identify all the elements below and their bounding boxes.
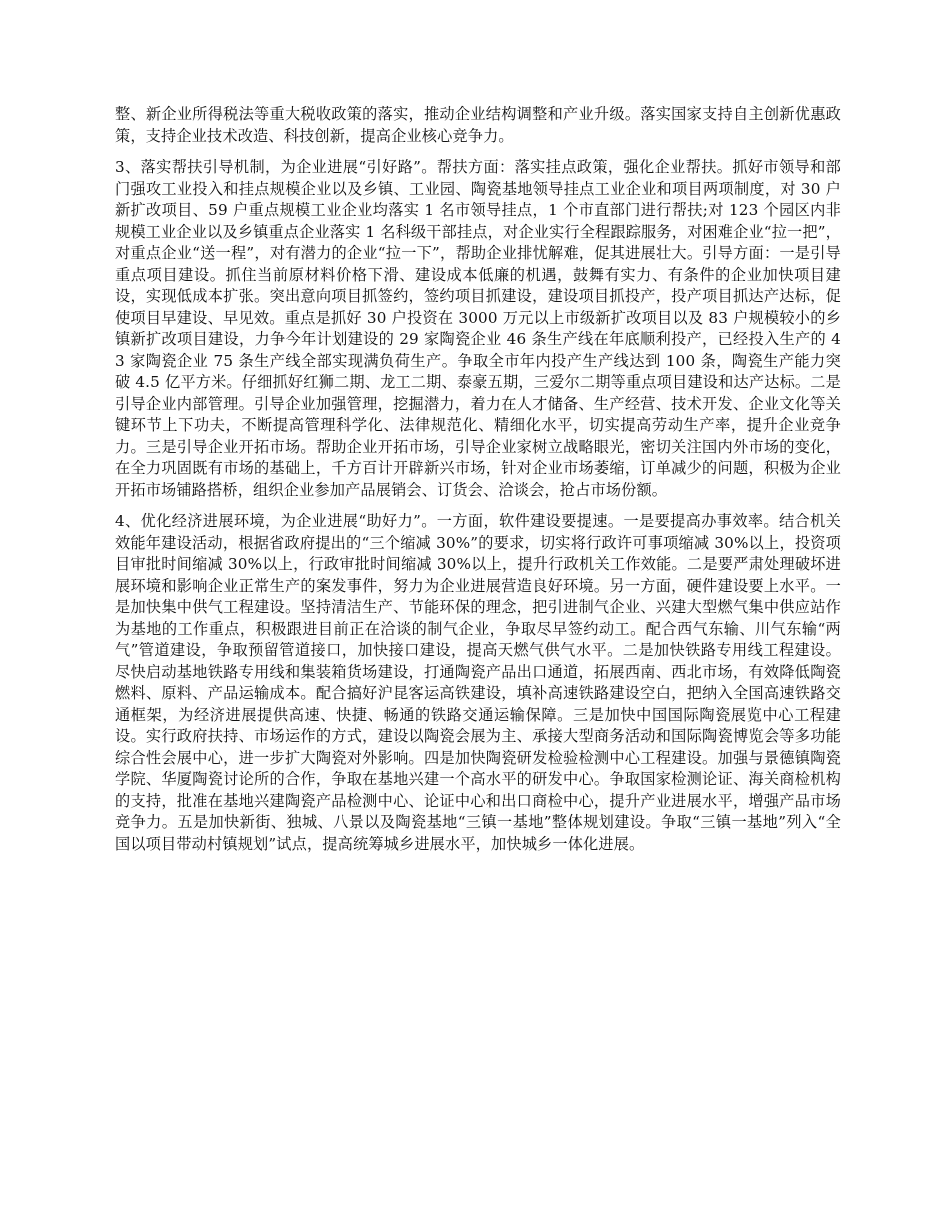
paragraph-environment-optimization: 4、优化经济进展环境，为企业进展“助好力”。一方面，软件建设要提速。一是要提高办事效率。结合机关效能年建设活动，根据省政府提出的“三个缩减 30%”的要求，切实将行政许可事项缩减 30%以上，投资项目审批时间缩减 30%以上，行政审批时间缩减 30%以上，提升行政机关工作效能。二是要严肃处理破坏进展环境和影响企业正常生产的案发事件，努力为企业进展营造良好环境。另一方面，硬件建设要上水平。一是加快集中供气工程建设。坚持清洁生产、节能环保的理念，把引进制气企业、兴建大型燃气集中供应站作为基地的工作重点，积极跟进目前正在洽谈的制气企业，争取尽早签约动工。配合西气东输、川气东输“两气”管道建设，争取预留管道接口，加快接口建设，提高天燃气供气水平。二是加快铁路专用线工程建设。尽快启动基地铁路专用线和集装箱货场建设，打通陶瓷产品出口通道，拓展西南、西北市场，有效降低陶瓷燃料、原料、产品运输成本。配合搞好沪昆客运高铁建设，填补高速铁路建设空白，把纳入全国高速铁路交通框架，为经济进展提供高速、快捷、畅通的铁路交通运输保障。三是加快中国国际陶瓷展览中心工程建设。实行政府扶持、市场运作的方式，建设以陶瓷会展为主、承接大型商务活动和国际陶瓷博览会等多功能综合性会展中心，进一步扩大陶瓷对外影响。四是加快陶瓷研发检验检测中心工程建设。加强与景德镇陶瓷学院、华厦陶瓷讨论所的合作，争取在基地兴建一个高水平的研发中心。争取国家检测论证、海关商检机构的支持，批准在基地兴建陶瓷产品检测中心、论证中心和出口商检中心，提升产业进展水平，增强产品市场竞争力。五是加快新街、独城、八景以及陶瓷基地“三镇一基地”整体规划建设。争取“三镇一基地”列入“全国以项目带动村镇规划”试点，提高统筹城乡进展水平，加快城乡一体化进展。 [115,512,841,853]
paragraph-tax-policy: 整、新企业所得税法等重大税收政策的落实，推动企业结构调整和产业升级。落实国家支持自主创新优惠政策，支持企业技术改造、科技创新，提高企业核心竞争力。 [115,105,841,145]
paragraph-support-guidance: 3、落实帮扶引导机制，为企业进展“引好路”。帮扶方面：落实挂点政策，强化企业帮扶。抓好市领导和部门强攻工业投入和挂点规模企业以及乡镇、工业园、陶瓷基地领导挂点工业企业和项目两项制度，对 30 户新扩改项目、59 户重点规模工业企业均落实 1 名市领导挂点，1 个市直部门进行帮扶;对 123 个园区内非规模工业企业以及乡镇重点企业落实 1 名科级干部挂点，对企业实行全程跟踪服务，对困难企业“拉一把”，对重点企业“送一程”，对有潜力的企业“拉一下”，帮助企业排忧解难，促其进展壮大。引导方面：一是引导重点项目建设。抓住当前原材料价格下滑、建设成本低廉的机遇，鼓舞有实力、有条件的企业加快项目建设，实现低成本扩张。突出意向项目抓签约，签约项目抓建设，建设项目抓投产，投产项目抓达产达标，促使项目早建设、早见效。重点是抓好 30 户投资在 3000 万元以上市级新扩改项目以及 83 户规模较小的乡镇新扩改项目建设，力争今年计划建设的 29 家陶瓷企业 46 条生产线在年底顺利投产，已经投入生产的 43 家陶瓷企业 75 条生产线全部实现满负荷生产。争取全市年内投产生产线达到 100 条，陶瓷生产能力突破 4.5 亿平方米。仔细抓好红狮二期、龙工二期、泰豪五期，三爱尔二期等重点项目建设和达产达标。二是引导企业内部管理。引导企业加强管理，挖掘潜力，着力在人才储备、生产经营、技术开发、企业文化等关键环节上下功夫，不断提高管理科学化、法律规范化、精细化水平，切实提高劳动生产率，提升企业竞争力。三是引导企业开拓市场。帮助企业开拓市场，引导企业家树立战略眼光，密切关注国内外市场的变化，在全力巩固既有市场的基础上，千方百计开辟新兴市场，针对企业市场萎缩，订单减少的问题，积极为企业开拓市场铺路搭桥，组织企业参加产品展销会、订货会、洽谈会，抢占市场份额。 [115,158,841,499]
document-body [115,104,841,865]
